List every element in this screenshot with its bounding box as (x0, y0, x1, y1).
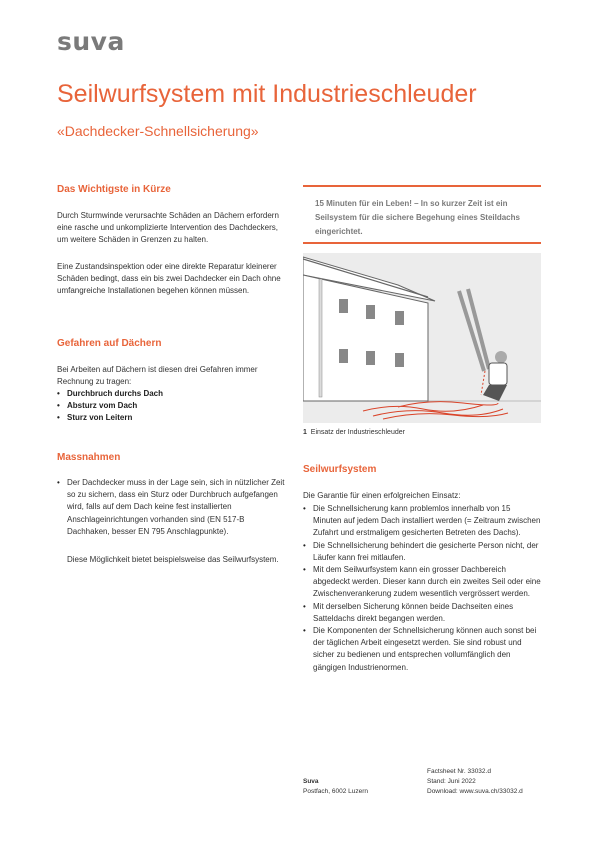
caption-number: 1 (303, 429, 307, 436)
footer-address: Postfach, 6002 Luzern (303, 788, 369, 795)
massnahmen-list (57, 477, 289, 538)
para-gefahren-intro: Bei Arbeiten auf Dächern ist diesen drei Gefahren immer Rechnung zu tragen: (57, 365, 258, 387)
figure-illustration (303, 253, 541, 423)
gefahren-list (57, 388, 289, 425)
figure-caption (303, 429, 405, 436)
para-note: Diese Möglichkeit bietet beispielsweise das Seilwurfsystem. (67, 555, 279, 564)
list-item: • Absturz vom Dach (57, 400, 289, 412)
list-item: • Sturz von Leitern (57, 412, 289, 424)
heading-massnahmen: Massnahmen (57, 452, 121, 463)
house-slingshot-illustration (303, 253, 541, 423)
quote-text: 15 Minuten für ein Leben! – In so kurzer Zeit ist ein Seilsystem für die sichere Begehung eines Steildachs eingerichtet. (315, 199, 520, 236)
heading-wichtigste: Das Wichtigste in Kürze (57, 184, 171, 195)
para-sturmwinde: Durch Sturmwinde verursachte Schäden an Dächern erfordern eine rasche und unkomplizierte Intervention des Dachdeckers, um weitere Schäden in Grenzen zu halten. (57, 211, 279, 245)
seilwurf-list (303, 503, 541, 674)
footer-factsheet: Factsheet Nr. 33032.d (427, 768, 491, 775)
caption-text: Einsatz der Industrieschleuder (310, 429, 405, 436)
list-item: • Der Dachdecker muss in der Lage sein, sich in nützlicher Zeit so zu sichern, dass ein Sturz oder Durchbruch aufgefangen wird, falls auf dem Dach keine fest installierten Anschlageinrichtungen vorhanden sind (EN 517-B Dachhaken, besser EN 795 Anschlagpunkte). (57, 477, 289, 538)
list-item: • Durchbruch durchs Dach (57, 388, 289, 400)
list-item: • Die Schnellsicherung behindert die gesicherte Person nicht, der Läufer kann frei mitlaufen. (303, 540, 541, 564)
list-item: • Die Komponenten der Schnellsicherung können auch sonst bei der täglichen Arbeit eingesetzt werden. Sie sind robust und sicher zu bedienen und entsprechen vollumfänglich den gängigen Industrienormen. (303, 625, 541, 674)
page-title: Seilwurfsystem mit Industrieschleuder (57, 80, 477, 108)
heading-seilwurfsystem: Seilwurfsystem (303, 464, 377, 475)
list-item: • Mit dem Seilwurfsystem kann ein grosser Dachbereich abgedeckt werden. Dieser kann durch ein zweites Seil oder eine Zwischenverankerung zudem wesentlich vergrössert werden. (303, 564, 541, 601)
list-item: • Mit derselben Sicherung können beide Dachseiten eines Satteldachs direkt begangen werden. (303, 601, 541, 625)
footer-org: Suva (303, 778, 319, 785)
heading-gefahren: Gefahren auf Dächern (57, 338, 162, 349)
footer-stand: Stand: Juni 2022 (427, 778, 476, 785)
quote-box (303, 185, 541, 244)
para-zustandsinspektion: Eine Zustandsinspektion oder eine direkte Reparatur kleinerer Schäden bedingt, dass ein bis zwei Dachdecker ein Dach ohne umfangreiche Installationen begehen können müssen. (57, 262, 281, 296)
suva-logo: suva (57, 27, 125, 56)
para-garantie: Die Garantie für einen erfolgreichen Einsatz: (303, 491, 461, 500)
page-subtitle: «Dachdecker-Schnellsicherung» (57, 123, 259, 139)
list-item: • Die Schnellsicherung kann problemlos innerhalb von 15 Minuten auf jedem Dach installiert werden (= Zeitraum zwischen Zufahrt und erstmaligem gesicherten Betreten des Dachs). (303, 503, 541, 540)
footer-download[interactable]: Download: www.suva.ch/33032.d (427, 788, 523, 795)
